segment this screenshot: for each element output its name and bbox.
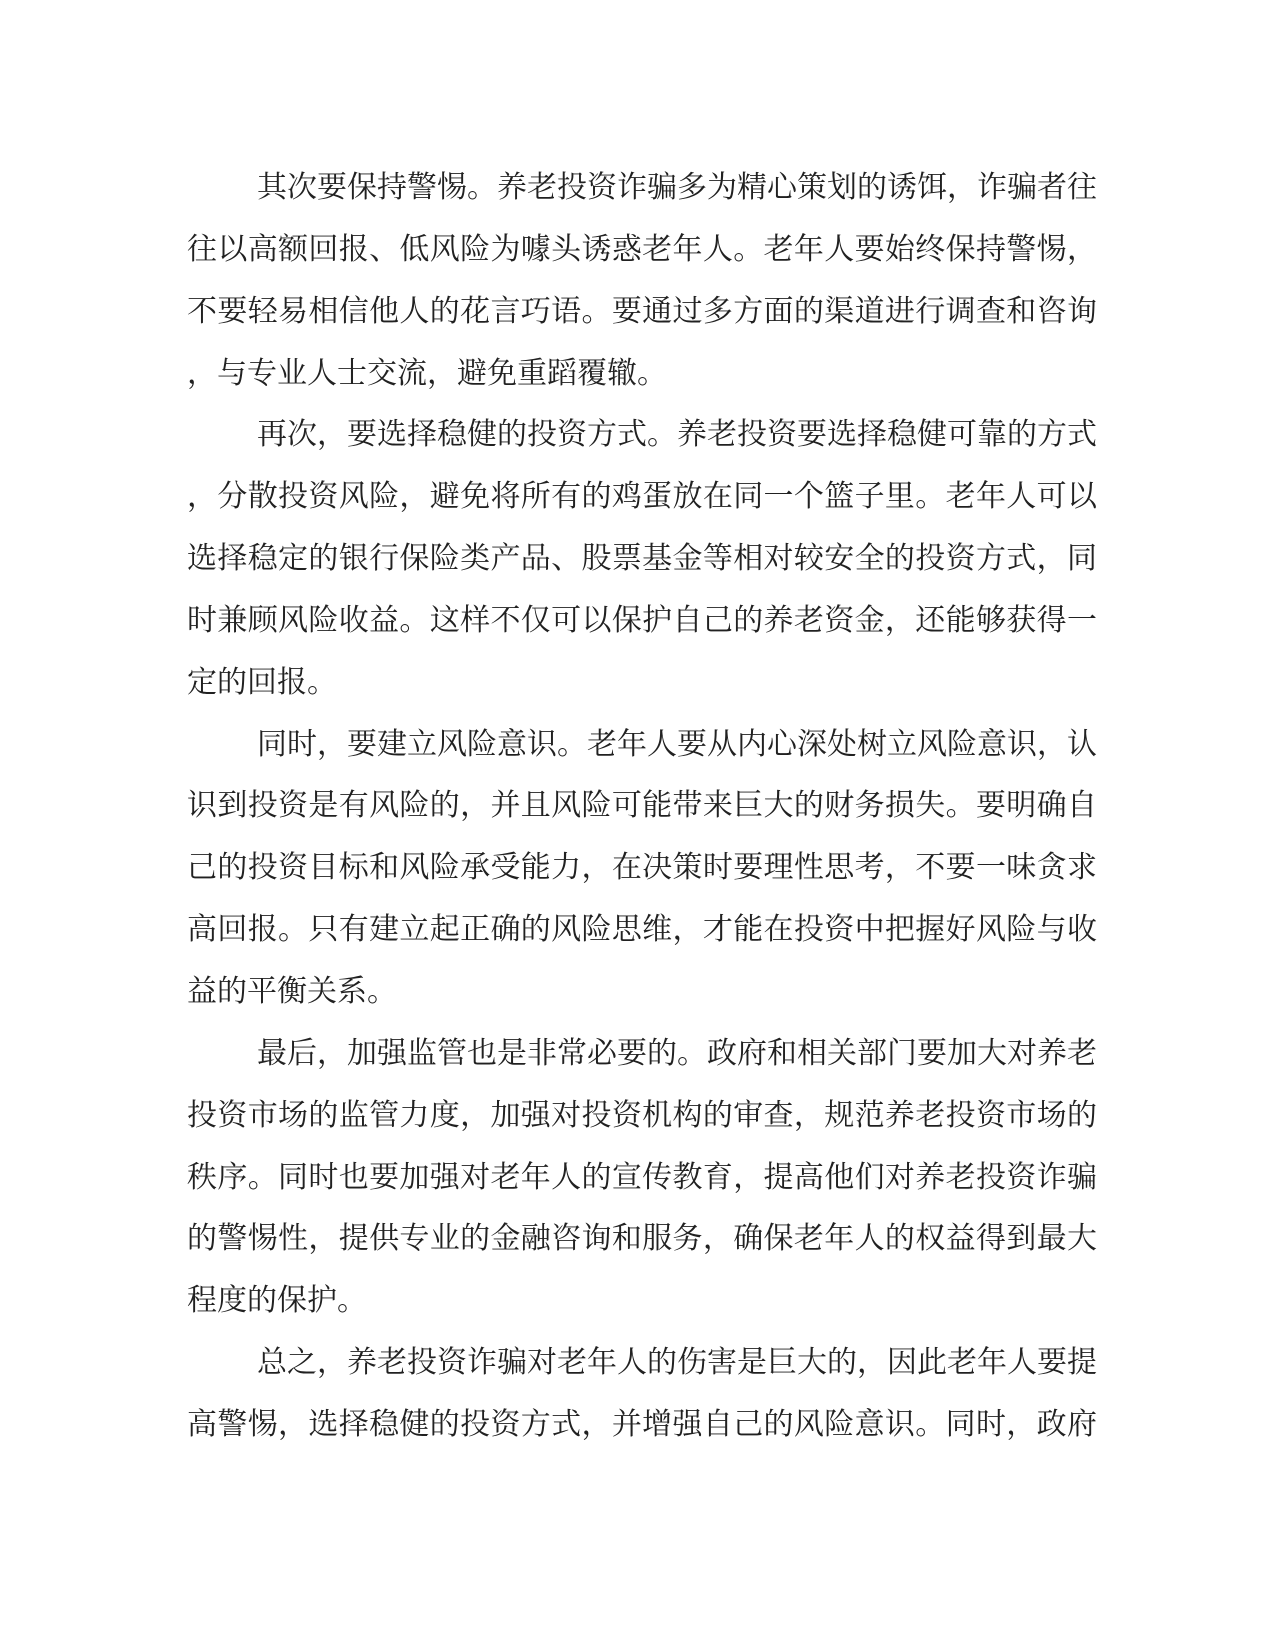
text-line: 投资市场的监管力度，加强对投资机构的审查，规范养老投资市场的 [187, 1098, 1097, 1132]
text-line: 同时，要建立风险意识。老年人要从内心深处树立风险意识，认 [257, 727, 1097, 761]
text-line: 其次要保持警惕。养老投资诈骗多为精心策划的诱饵，诈骗者往 [257, 171, 1097, 204]
text-line: 往以高额回报、低风险为噱头诱惑老年人。老年人要始终保持警惕， [187, 232, 1097, 266]
text-line: 不要轻易相信他人的花言巧语。要通过多方面的渠道进行调查和咨询 [187, 294, 1097, 328]
text-line: 己的投资目标和风险承受能力，在决策时要理性思考，不要一味贪求 [187, 851, 1097, 885]
text-line: 再次，要选择稳健的投资方式。养老投资要选择稳健可靠的方式 [257, 418, 1097, 452]
text-line: 高回报。只有建立起正确的风险思维，才能在投资中把握好风险与收 [187, 913, 1097, 947]
paragraph-strengthen-supervision [187, 1023, 1097, 1332]
text-line: 定的回报。 [187, 665, 337, 699]
paragraph-stay-alert [187, 157, 1097, 404]
text-line: ，分散投资风险，避免将所有的鸡蛋放在同一个篮子里。老年人可以 [187, 480, 1097, 514]
paragraph-risk-awareness [187, 714, 1097, 1023]
text-line: 识到投资是有风险的，并且风险可能带来巨大的财务损失。要明确自 [187, 789, 1097, 823]
text-line: 程度的保护。 [187, 1284, 367, 1318]
text-line: 秩序。同时也要加强对老年人的宣传教育，提高他们对养老投资诈骗 [187, 1160, 1097, 1194]
paragraph-conclusion [187, 1332, 1097, 1456]
paragraph-steady-investment [187, 404, 1097, 713]
text-line: 益的平衡关系。 [187, 974, 397, 1008]
text-line: ，与专业人士交流，避免重蹈覆辙。 [187, 356, 667, 390]
document-text-block [187, 157, 1097, 1456]
text-line: 的警惕性，提供专业的金融咨询和服务，确保老年人的权益得到最大 [187, 1222, 1097, 1256]
text-line: 时兼顾风险收益。这样不仅可以保护自己的养老资金，还能够获得一 [187, 603, 1097, 637]
text-line: 总之，养老投资诈骗对老年人的伤害是巨大的，因此老年人要提 [257, 1346, 1097, 1380]
text-line: 高警惕，选择稳健的投资方式，并增强自己的风险意识。同时，政府 [187, 1407, 1097, 1441]
text-line: 最后，加强监管也是非常必要的。政府和相关部门要加大对养老 [257, 1036, 1097, 1070]
text-line: 选择稳定的银行保险类产品、股票基金等相对较安全的投资方式，同 [187, 542, 1097, 576]
